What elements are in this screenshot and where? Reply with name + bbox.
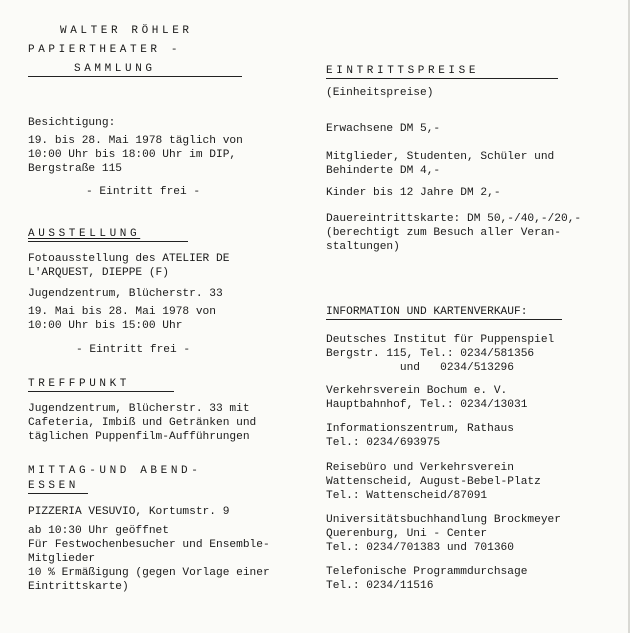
besichtigung-heading: Besichtigung: xyxy=(28,117,116,129)
essen-line-5: Eintrittskarte) xyxy=(28,581,129,593)
ausstellung-line-2: L'ARQUEST, DIEPPE (F) xyxy=(28,267,169,279)
treffpunkt-line-3: täglichen Puppenfilm-Aufführungen xyxy=(28,431,250,443)
info-entry-2-line-2: Hauptbahnhof, Tel.: 0234/13031 xyxy=(326,399,528,411)
info-entry-5-line-1: Universitätsbuchhandlung Brockmeyer xyxy=(326,514,561,526)
besichtigung-line-1: 19. bis 28. Mai 1978 täglich von xyxy=(28,135,243,147)
info-entry-6-line-1: Telefonische Programmdurchsage xyxy=(326,566,528,578)
info-entry-4-line-2: Wattenscheid, August-Bebel-Platz xyxy=(326,476,541,488)
info-entry-3-line-1: Informationszentrum, Rathaus xyxy=(326,423,514,435)
essen-heading-1: MITTAG-UND ABEND- xyxy=(28,465,202,477)
ausstellung-venue: Jugendzentrum, Blücherstr. 33 xyxy=(28,288,223,300)
preise-mitglieder-1: Mitglieder, Studenten, Schüler und xyxy=(326,151,555,163)
info-entry-4-line-3: Tel.: Wattenscheid/87091 xyxy=(326,490,488,502)
ausstellung-note: - Eintritt frei - xyxy=(76,344,191,356)
header-underline xyxy=(28,76,242,77)
ausstellung-heading: AUSSTELLUNG xyxy=(28,228,141,240)
besichtigung-line-3: Bergstraße 115 xyxy=(28,163,122,175)
info-entry-2-line-1: Verkehrsverein Bochum e. V. xyxy=(326,385,508,397)
info-entry-3-line-2: Tel.: 0234/693975 xyxy=(326,437,441,449)
essen-line-3: Mitglieder xyxy=(28,553,96,565)
ausstellung-date-2: 10:00 Uhr bis 15:00 Uhr xyxy=(28,320,183,332)
info-entry-5-line-2: Querenburg, Uni - Center xyxy=(326,528,488,540)
preise-dauer-1: Dauereintrittskarte: DM 50,-/40,-/20,- xyxy=(326,213,582,225)
info-entry-6-line-2: Tel.: 0234/11516 xyxy=(326,580,434,592)
treffpunkt-line-2: Cafeteria, Imbiß und Getränken und xyxy=(28,417,257,429)
preise-erwachsene: Erwachsene DM 5,- xyxy=(326,123,441,135)
besichtigung-note: - Eintritt frei - xyxy=(86,186,201,198)
essen-underline xyxy=(28,493,88,494)
ausstellung-underline xyxy=(28,241,188,242)
essen-line-4: 10 % Ermäßigung (gegen Vorlage einer xyxy=(28,567,270,579)
preise-underline xyxy=(326,78,558,79)
preise-kinder: Kinder bis 12 Jahre DM 2,- xyxy=(326,187,501,199)
treffpunkt-line-1: Jugendzentrum, Blücherstr. 33 mit xyxy=(28,403,250,415)
preise-heading: EINTRITTSPREISE xyxy=(326,65,480,77)
essen-venue: PIZZERIA VESUVIO, Kortumstr. 9 xyxy=(28,506,230,518)
info-entry-4-line-1: Reisebüro und Verkehrsverein xyxy=(326,462,514,474)
treffpunkt-heading: TREFFPUNKT xyxy=(28,378,131,390)
header-line-3: SAMMLUNG xyxy=(74,63,156,75)
besichtigung-line-2: 10:00 Uhr bis 18:00 Uhr im DIP, xyxy=(28,149,237,161)
ausstellung-line-1: Fotoausstellung des ATELIER DE xyxy=(28,253,230,265)
preise-dauer-3: staltungen) xyxy=(326,241,400,253)
ausstellung-date-1: 19. Mai bis 28. Mai 1978 von xyxy=(28,306,216,318)
info-heading: INFORMATION UND KARTENVERKAUF: xyxy=(326,306,528,318)
essen-heading-2: ESSEN xyxy=(28,480,80,492)
info-entry-1-line-1: Deutsches Institut für Puppenspiel xyxy=(326,334,555,346)
header-line-1: WALTER RÖHLER xyxy=(60,25,193,37)
preise-sub: (Einheitspreise) xyxy=(326,87,434,99)
preise-dauer-2: (berechtigt zum Besuch aller Veran- xyxy=(326,227,561,239)
info-underline xyxy=(326,319,562,320)
treffpunkt-underline xyxy=(28,391,174,392)
preise-mitglieder-2: Behinderte DM 4,- xyxy=(326,165,441,177)
info-entry-1-line-3: und 0234/513296 xyxy=(326,362,514,374)
header-line-2: PAPIERTHEATER - xyxy=(28,44,182,56)
essen-line-1: ab 10:30 Uhr geöffnet xyxy=(28,525,169,537)
info-entry-1-line-2: Bergstr. 115, Tel.: 0234/581356 xyxy=(326,348,535,360)
essen-line-2: Für Festwochenbesucher und Ensemble- xyxy=(28,539,270,551)
info-entry-5-line-3: Tel.: 0234/701383 und 701360 xyxy=(326,542,514,554)
